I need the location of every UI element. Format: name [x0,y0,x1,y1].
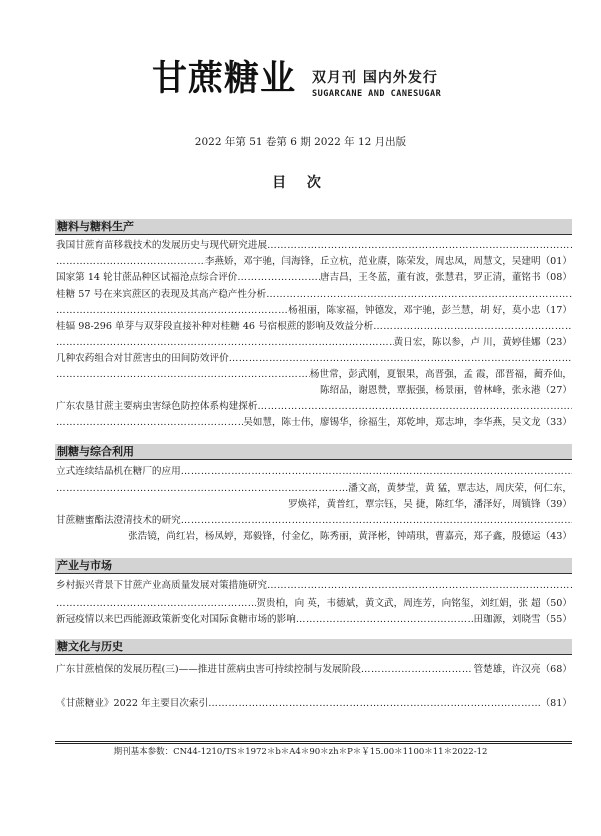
toc-entry[interactable] [56,514,572,528]
toc-entry[interactable] [56,579,572,593]
section-label: 糖料与糖料生产 [55,219,572,234]
toc-entry-authors [56,336,572,350]
section-header [55,219,572,237]
entry-title: 新冠疫情以来巴西能源政策新变化对国际食糖市场的影响 [56,614,296,625]
section-header [55,639,572,657]
issue-line: 2022 年第 51 卷第 6 期 2022 年 12 月出版 [194,136,407,148]
entry-authors: 唐吉昌，王冬蓝，董有波，张慧君，罗正清，董铭书（08） [319,272,572,283]
entry-authors: 潘文高，黄梦莹，黄 猛，覃志达，周庆荣，何仁东， [348,483,572,494]
masthead [152,57,472,107]
leader-dots [208,697,540,711]
section-label: 糖文化与历史 [55,639,572,654]
entry-authors: 贺贵柏，向 英，韦德斌，黄文武，周连芳，向铭玺，刘红娟，张 超（50） [256,598,572,609]
toc-entry[interactable] [56,239,572,253]
entry-title: 广东甘蔗植保的发展历程(三)——推进甘蔗病虫害可持续控制与发展阶段 [56,664,361,675]
entry-title: 立式连续结晶机在糖厂的应用 [56,466,181,477]
section-label: 产业与市场 [55,558,572,573]
leader-dots [56,304,288,318]
entry-title: 广东农垦甘蔗主要病虫害绿色防控体系构建探析 [56,401,258,412]
toc-entry[interactable] [56,271,572,285]
leader-dots [181,514,572,528]
toc-entry-authors [56,416,572,430]
entry-authors: 杨祖丽，陈家福，钟德发，邓宇驰，彭兰慧，胡 好，莫小忠（17） [288,305,572,316]
section-label: 制糖与综合利用 [55,444,572,459]
leader-dots [56,482,348,496]
entry-title: 乡村振兴背景下甘蔗产业高质量发展对策措施研究 [56,580,268,591]
toc-entry[interactable] [56,663,572,677]
toc-title: 目 次 [272,175,329,191]
toc-entry[interactable] [56,400,572,414]
journal-parameters: 期刊基本参数：CN44-1210/TS＊1972＊b＊A4＊90＊zh＊P＊￥15.00＊1100＊11＊2022-12 [113,747,488,757]
section-rule [55,573,572,574]
entry-authors: 陈绍品，谢恩赞，覃振强，杨景丽，曾林峰，张永港（27） [319,385,572,396]
entry-authors: 田珈源，刘晓雪（55） [473,614,572,625]
toc-entry[interactable] [56,613,572,627]
leader-dots [181,465,572,479]
journal-title: 甘蔗糖业 [152,59,297,99]
toc-entry-authors [56,530,572,544]
leader-dots [56,416,243,430]
entry-authors: 管楚雄，许汉亮（68） [473,664,572,675]
toc-entry-authors [56,597,572,611]
entry-title: 桂辐 98-296 单芽与双芽段直接补种对桂糖 46 号宿根蔗的影响及效益分析 [56,321,374,332]
entry-authors: 张浩镜，尚红岩，杨凤婷，郑毅锋，付金亿，陈秀丽，黄泽彬，钟靖琪，曹嘉亮，郑子鑫，殷德运（43） [128,531,572,542]
toc-entry-authors [56,368,572,382]
toc-entry-authors [56,304,572,318]
leader-dots [267,579,572,593]
entry-title: 几种农药组合对甘蔗害虫的田间防效评价 [56,353,229,364]
entry-authors: 李燕娇，邓宇驰，闫海锋，丘立杭，范业赓，陈荣发，周忠凤，周慧文，吴建明（01） [204,256,572,267]
leader-dots [56,255,205,269]
section-rule [55,234,572,235]
toc-entry[interactable] [56,465,572,479]
journal-subtitle: 双月刊 国内外发行 [312,70,438,86]
leader-dots [296,613,474,627]
journal-english-title: SUGARCANE AND CANESUGAR [312,89,442,99]
footer-rule [55,743,572,744]
leader-dots [361,663,474,677]
toc-entry[interactable] [56,352,572,366]
toc-entry[interactable] [56,697,572,711]
toc-entry[interactable] [56,320,572,334]
footer-rule [55,741,572,742]
section-rule [55,654,572,655]
toc-entry-authors [56,482,572,496]
entry-authors: 吴如慧，陈士伟，廖锡华，徐福生，郑乾坤，郑志坤，李华燕，吴文龙（33） [243,417,572,428]
entry-title: 国家第 14 轮甘蔗品种区试福沧点综合评价 [56,272,238,283]
leader-dots [56,368,310,382]
toc-entry-authors [56,255,572,269]
entry-title: 我国甘蔗育苗移栽技术的发展历史与现代研究进展 [56,240,268,251]
leader-dots [257,400,572,414]
leader-dots [237,271,320,285]
toc-entry-authors [56,498,572,512]
toc-entry-authors [56,384,572,398]
entry-title: 桂糖 57 号在来宾蔗区的表现及其高产稳产性分析 [56,289,267,300]
toc-entry[interactable] [56,288,572,302]
section-rule [55,459,572,460]
entry-title: 甘蔗糖蜜酯法澄清技术的研究 [56,515,181,526]
entry-authors: 罗焕祥，黄普红，覃宗钰，吴 捷，陈红华，潘泽好，周镇锋（39） [288,499,572,510]
entry-authors: 黄日宏，陈以参，卢 川，黄婷佳娜（23） [393,337,572,348]
leader-dots [267,239,572,253]
leader-dots [56,336,394,350]
entry-authors: 杨世常，彭武刚，夏银果，高晋强，孟 霞，邵晋福，蔺乔仙， [309,369,572,380]
leader-dots [56,597,256,611]
entry-page: （81） [540,698,572,709]
section-header [55,444,572,462]
section-header [55,558,572,576]
leader-dots [373,320,572,334]
leader-dots [229,352,572,366]
leader-dots [266,288,572,302]
entry-title: 《甘蔗糖业》2022 年主要目次索引 [56,698,209,709]
